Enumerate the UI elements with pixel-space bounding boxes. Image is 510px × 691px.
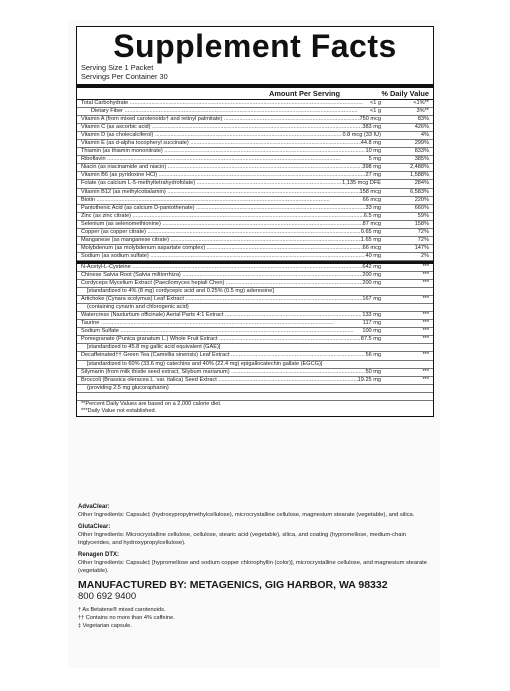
table-row (77, 245, 433, 253)
row-amount: 1,135 mcg DFE (342, 180, 381, 187)
row-name: Dietary Fiber ..... (91, 108, 370, 115)
row-dv: 4% (420, 132, 429, 139)
row-amount: 33 mg (365, 204, 381, 211)
row-name: Copper (as copper citrate) ..... (81, 229, 361, 236)
row-amount: 0.65 mg (360, 228, 381, 235)
row-amount: 66 mcg (362, 244, 381, 251)
phone-number: 800 692 9400 (78, 591, 137, 602)
serving-size: Serving Size 1 Packet (81, 63, 154, 72)
row-dv: 426% (414, 124, 429, 131)
row-dv (381, 385, 433, 392)
table-row (77, 100, 433, 108)
table-row (77, 288, 433, 296)
row-amount: <1 g (369, 108, 381, 115)
row-dv: 284% (414, 180, 429, 187)
row-dv: 385% (414, 156, 429, 163)
row-amount: 50 mg (365, 368, 381, 375)
row-amount: 158 mcg (359, 188, 381, 195)
row-name: Niacin (as niacinamide and niacin) ..... (81, 164, 362, 171)
footnote-dv: **Percent Daily Values are based on a 2,000 calorie diet. (81, 400, 222, 407)
row-name: Thiamin (as thiamin mononitrate) ..... (81, 148, 365, 155)
table-row (77, 377, 433, 385)
manufacturer: MANUFACTURED BY: METAGENICS, GIG HARBOR, WA 98332 (78, 579, 388, 591)
table-row (77, 272, 433, 280)
row-amount: 87.5 mg (360, 336, 381, 343)
table-row (77, 229, 433, 237)
row-dv: 2% (420, 252, 429, 259)
row-dv: *** (422, 312, 429, 319)
table-row (77, 369, 433, 377)
row-name: [standardized to 45.8 mg gallic acid equivalent (GAE)] (87, 344, 221, 351)
row-name: Biotin ..... (81, 197, 363, 204)
row-name: Pomegranate (Punica granatum L.) Whole Fruit Extract ..... (81, 336, 361, 343)
row-dv: *** (422, 368, 429, 375)
table-row (77, 385, 433, 393)
row-name: Selenium (as selenomethionine) ..... (81, 221, 363, 228)
section-text: Other Ingredients: Microcrystalline cellulose, cellulose, stearic acid (vegetable), silica, and coating (hypromellose, medium-chain triglycerides, and hydroxypropylcellulose). (78, 532, 406, 546)
row-amount: 750 mcg (359, 116, 381, 123)
row-name: Artichoke (Cynara scolymus) Leaf Extract ..... (81, 296, 362, 303)
dv-header: % Daily Value (381, 89, 429, 98)
row-name: Taurine ..... (81, 320, 363, 327)
column-header (77, 88, 433, 100)
row-name: Vitamin C (as ascorbic acid) ..... (81, 124, 362, 131)
row-name: Folate (as calcium L-5-methyltetrahydrofolate) ..... (81, 180, 342, 187)
row-amount: 56 mg (365, 352, 381, 359)
row-amount: 117 mg (362, 320, 381, 327)
table-row (77, 336, 433, 344)
footnote-not-established: ***Daily Value not established. (81, 408, 157, 415)
table-row (77, 361, 433, 369)
table-row (77, 328, 433, 336)
row-dv: *** (422, 320, 429, 327)
row-dv: *** (422, 271, 429, 278)
row-dv: *** (422, 336, 429, 343)
row-name: [standardized to 4% (8 mg) cordycepic acid and 0.25% (0.5 mg) adenosine] (87, 288, 274, 295)
row-name: Silymarin (from milk thistle seed extract, Silybum marianum) ..... (81, 369, 365, 376)
row-name: [standardized to 60% (33.6 mg) catechins and 40% (22.4 mg) epigallocatechin gallate (EGCG)] (87, 360, 323, 367)
table-row (77, 352, 433, 360)
table-row (77, 172, 433, 180)
row-name: Vitamin B12 (as methylcobalamin) ..... (81, 189, 360, 196)
row-name: Chinese Salvia Root (Salvia miltiorrhiza) ..... (81, 272, 362, 279)
row-name: Riboflavin ..... (81, 156, 369, 163)
table-row (77, 197, 433, 205)
row-dv: 83% (417, 116, 429, 123)
row-name: Sodium Sulfate ..... (81, 328, 362, 335)
row-name: Cordyceps Mycelium Extract (Paecilomyces hepiali Chen) ..... (81, 280, 362, 287)
table-row (77, 148, 433, 156)
table-row (77, 304, 433, 312)
row-amount: 133 mg (362, 312, 381, 319)
row-amount: 1.65 mg (360, 236, 381, 243)
row-name: N-Acetyl-L-Cysteine ..... (81, 264, 362, 271)
note: ‡ Vegetarian capsule. (78, 623, 132, 629)
row-dv: *** (422, 328, 429, 335)
row-amount: 100 mg (362, 328, 381, 335)
row-amount: 398 mg (362, 164, 381, 171)
table-row (77, 280, 433, 288)
label-page (68, 20, 440, 668)
row-name: Vitamin A (from mixed carotenoids† and retinyl palmitate) ..... (81, 116, 360, 123)
row-amount: 0.8 mcg (33 IU) (342, 132, 381, 139)
row-name: (containing cynarin and chlorogenic acid) (87, 304, 189, 311)
row-dv (381, 288, 433, 295)
row-dv: *** (422, 263, 429, 270)
row-dv: 220% (414, 196, 429, 203)
table-row (77, 296, 433, 304)
section-heading: AdvaClear: (78, 504, 110, 510)
row-dv: 72% (417, 236, 429, 243)
row-name: Total Carbohydrate ..... (81, 100, 370, 107)
ingredients-section (78, 501, 434, 630)
section-heading: GlutaClear: (78, 524, 111, 530)
table-row (77, 205, 433, 213)
row-amount: 87 mcg (362, 220, 381, 227)
row-amount: 40 mg (365, 252, 381, 259)
table-row (77, 237, 433, 245)
amount-header: Amount Per Serving (269, 89, 341, 98)
row-name: Decaffeinated†† Green Tea (Camellia sinensis) Leaf Extract ..... (81, 352, 365, 359)
row-amount: 167 mg (362, 296, 381, 303)
row-name: Watercress (Nasturtium officinale) Aerial Parts 4:1 Extract ..... (81, 312, 362, 319)
table-row (77, 312, 433, 320)
row-amount: 5 mg (368, 156, 381, 163)
table-row (77, 344, 433, 352)
table-row (77, 253, 433, 261)
row-dv: 660% (414, 204, 429, 211)
row-dv: *** (422, 280, 429, 287)
row-dv: 59% (417, 212, 429, 219)
table-row (77, 132, 433, 140)
note: † As Betatene® mixed carotenoids. (78, 607, 166, 613)
panel-title: Supplement Facts (113, 28, 397, 64)
row-name: Molybdenum (as molybdenum aspartate complex) ..... (81, 245, 363, 252)
row-amount: 19.25 mg (357, 376, 381, 383)
row-name: Vitamin B6 (as pyridoxine HCl) ..... (81, 172, 365, 179)
row-dv: 1,588% (410, 172, 429, 179)
row-name: Vitamin D (as cholecalciferol) ..... (81, 132, 342, 139)
table-row (77, 189, 433, 197)
row-dv: *** (422, 296, 429, 303)
row-dv: 833% (414, 148, 429, 155)
row-name: (providing 2.5 mg glucoraphanin) (87, 384, 169, 391)
row-dv: 72% (417, 228, 429, 235)
row-amount: 383 mg (362, 124, 381, 131)
row-name: Zinc (as zinc citrate) ..... (81, 213, 364, 220)
table-row (77, 124, 433, 132)
row-amount: 10 mg (365, 148, 381, 155)
table-row (77, 264, 433, 272)
row-dv: 147% (414, 244, 429, 251)
note: †† Contains no more than 4% caffeine. (78, 615, 175, 621)
row-dv: 158% (414, 220, 429, 227)
row-amount: <1 g (369, 100, 381, 106)
table-row (77, 116, 433, 124)
section-heading: Renagen DTX: (78, 552, 120, 558)
nutrient-table (77, 100, 433, 261)
row-name: Broccoli (Brassica oleracea L. var. italica) Seed Extract ..... (81, 377, 358, 384)
ingredient-table (77, 264, 433, 393)
table-row (77, 108, 433, 116)
row-dv: *** (422, 352, 429, 359)
row-dv: *** (422, 376, 429, 383)
row-dv: 2,488% (410, 164, 429, 171)
row-amount: 27 mg (365, 172, 381, 179)
table-row (77, 213, 433, 221)
row-amount: 200 mg (362, 280, 381, 287)
row-dv: 6,583% (410, 188, 429, 195)
table-row (77, 221, 433, 229)
table-row (77, 320, 433, 328)
row-name: Sodium (as sodium sulfate) ..... (81, 253, 365, 260)
row-amount: 642 mg (362, 263, 381, 270)
row-dv (381, 344, 433, 351)
row-name: Vitamin E (as d-alpha tocopheryl succinate) ..... (81, 140, 361, 147)
section-text: Other Ingredients: Capsule‡ [hypromellose and sodium copper chlorophyllin (color)], microcrystalline cellulose, and magnesium stearate (vegetable). (78, 560, 427, 574)
row-dv: 299% (414, 140, 429, 147)
row-dv: <1%** (413, 100, 429, 106)
table-row (77, 156, 433, 164)
row-dv (381, 361, 433, 368)
row-name: Pantothenic Acid (as calcium D-pantothenate) ..... (81, 205, 365, 212)
row-dv (381, 304, 433, 311)
row-name: Manganese (as manganese citrate) ..... (81, 237, 361, 244)
supplement-facts-panel (76, 26, 434, 417)
section-text: Other Ingredients: Capsule‡ (hydroxypropylmethylcellulose), microcrystalline cellulose, magnesium stearate (vegetable), and silica. (78, 512, 415, 518)
row-amount: 6.5 mg (363, 212, 381, 219)
servings-per-container: Servings Per Container 30 (81, 72, 168, 81)
row-amount: 66 mcg (362, 196, 381, 203)
row-dv: 3%** (416, 108, 429, 115)
table-row (77, 164, 433, 172)
row-amount: 44.8 mg (360, 140, 381, 147)
table-row (77, 140, 433, 148)
row-amount: 200 mg (362, 271, 381, 278)
table-row (77, 180, 433, 188)
